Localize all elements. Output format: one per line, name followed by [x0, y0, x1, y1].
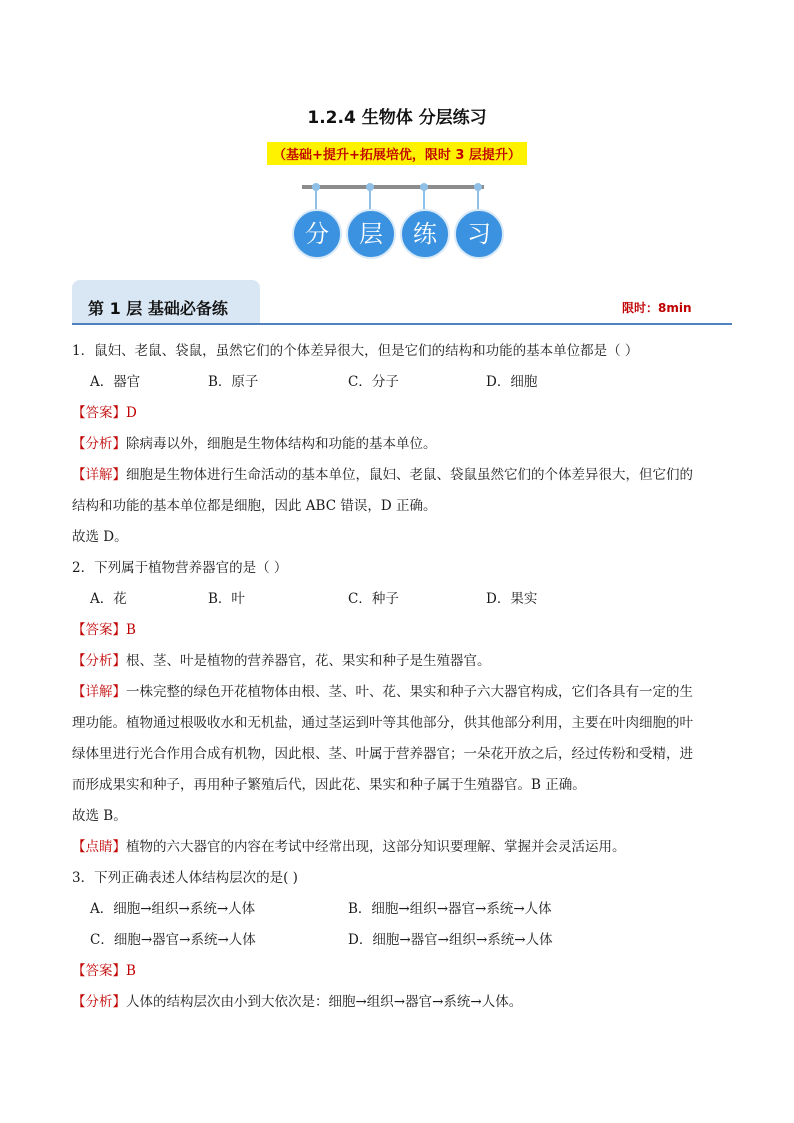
analysis-label: 【分析】	[72, 653, 126, 669]
analysis-label: 【分析】	[72, 994, 126, 1010]
detail-text: 一株完整的绿色开花植物体由根、茎、叶、花、果实和种子六大器官构成，它们各具有一定的生	[126, 684, 693, 700]
analysis-line	[72, 429, 437, 460]
option: A．细胞→组织→系统→人体	[90, 901, 256, 917]
analysis-text: 除病毒以外，细胞是生物体结构和功能的基本单位。	[126, 436, 437, 452]
answer-label: 【答案】	[72, 405, 126, 421]
question-stem: 1．鼠妇、老鼠、袋鼠，虽然它们的个体差异很大，但是它们的结构和功能的基本单位都是（ ）	[72, 343, 639, 359]
option: D．细胞→器官→组织→系统→人体	[348, 932, 553, 948]
detail-line: 理功能。植物通过根吸收水和无机盐，通过茎运到叶等其他部分，供其他部分利用，主要在叶肉细胞的叶	[72, 715, 693, 731]
detail-label: 【详解】	[72, 684, 126, 700]
option-row	[72, 925, 732, 956]
option-row	[72, 367, 732, 398]
analysis-line	[72, 646, 491, 677]
detail-label: 【详解】	[72, 467, 126, 483]
option: B．原子	[208, 374, 259, 390]
banner-circle-ceng: 层	[346, 209, 396, 259]
detail-text: 细胞是生物体进行生命活动的基本单位，鼠妇、老鼠、袋鼠虽然它们的个体差异很大，但它们的	[126, 467, 693, 483]
option: A．花	[90, 591, 127, 607]
subtitle-wrapper	[0, 142, 794, 165]
answer-line	[72, 615, 136, 646]
option: B．细胞→组织→器官→系统→人体	[348, 901, 552, 917]
banner-rail	[302, 185, 484, 189]
question-stem: 2．下列属于植物营养器官的是（ ）	[72, 560, 288, 576]
answer-label: 【答案】	[72, 622, 126, 638]
analysis-line	[72, 987, 522, 1018]
detail-line	[72, 677, 693, 708]
layered-practice-banner	[292, 180, 512, 260]
analysis-text: 人体的结构层次由小到大依次是：细胞→组织→器官→系统→人体。	[126, 994, 523, 1010]
option: C．分子	[348, 374, 399, 390]
answer-label: 【答案】	[72, 963, 126, 979]
analysis-label: 【分析】	[72, 436, 126, 452]
answer-value: B	[126, 622, 136, 638]
comment-label: 【点睛】	[72, 839, 126, 855]
detail-line: 而形成果实和种子，再用种子繁殖后代，因此花、果实和种子属于生殖器官。B 正确。	[72, 777, 586, 793]
option: D．细胞	[486, 374, 538, 390]
time-limit: 限时：8min	[622, 301, 692, 315]
detail-line: 绿体里进行光合作用合成有机物，因此根、茎、叶属于营养器官；一朵花开放之后，经过传粉和受精，进	[72, 746, 693, 762]
comment-line	[72, 832, 626, 863]
banner-circle-fen: 分	[292, 209, 342, 259]
analysis-text: 根、茎、叶是植物的营养器官，花、果实和种子是生殖器官。	[126, 653, 491, 669]
option: B．叶	[208, 591, 245, 607]
option: D．果实	[486, 591, 538, 607]
conclusion-line: 故选 B。	[72, 808, 127, 824]
banner-circle-xi: 习	[454, 209, 504, 259]
question-stem: 3．下列正确表述人体结构层次的是( )	[72, 870, 298, 886]
answer-value: B	[126, 963, 136, 979]
option: C．细胞→器官→系统→人体	[90, 932, 256, 948]
option: C．种子	[348, 591, 399, 607]
page-subtitle: （基础+提升+拓展培优，限时 3 层提升）	[267, 142, 527, 165]
comment-text: 植物的六大器官的内容在考试中经常出现，这部分知识要理解、掌握并会灵活运用。	[126, 839, 626, 855]
answer-line	[72, 956, 136, 987]
page-title: 1.2.4 生物体 分层练习	[307, 108, 487, 128]
answer-line	[72, 398, 137, 429]
option-row	[72, 894, 732, 925]
answer-value: D	[126, 405, 137, 421]
detail-line: 结构和功能的基本单位都是细胞，因此 ABC 错误，D 正确。	[72, 498, 437, 514]
section-divider	[72, 323, 732, 325]
detail-line	[72, 460, 693, 491]
section-title: 第 1 层 基础必备练	[88, 299, 228, 318]
banner-circle-lian: 练	[400, 209, 450, 259]
option: A．器官	[90, 374, 141, 390]
conclusion-line: 故选 D。	[72, 529, 128, 545]
option-row	[72, 584, 732, 615]
